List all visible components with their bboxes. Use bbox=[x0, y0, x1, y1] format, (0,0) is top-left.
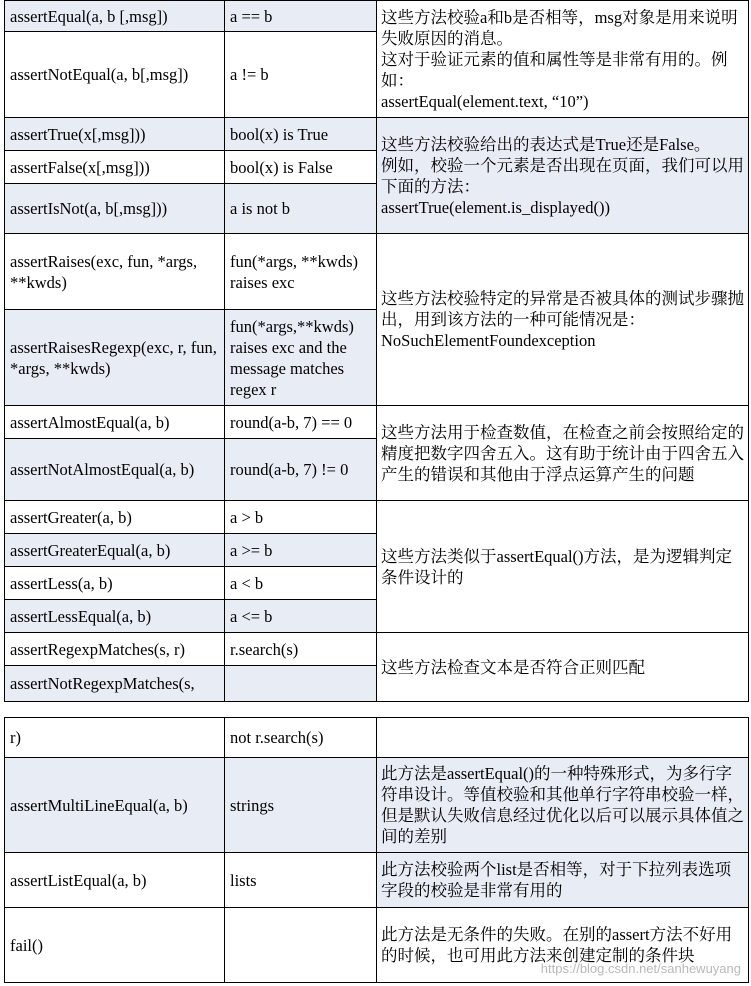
description-text: 这些方法校验给出的表达式是True还是False。 例如，校验一个元素是否出现在页面，我们可以用下面的方法： assertTrue(element.is_displayed()) bbox=[381, 134, 744, 217]
check-cell: round(a-b, 7) == 0 bbox=[225, 406, 377, 439]
table-row bbox=[5, 853, 749, 908]
table-row bbox=[5, 718, 749, 758]
description-text: 这些方法检查文本是否符合正则匹配 bbox=[381, 657, 645, 677]
table-row bbox=[5, 501, 749, 534]
method-cell: assertNotAlmostEqual(a, b) bbox=[5, 439, 225, 501]
table-row bbox=[5, 406, 749, 439]
description-cell bbox=[377, 118, 749, 234]
table-row bbox=[5, 118, 749, 151]
table-row bbox=[5, 1, 749, 32]
method-cell: assertAlmostEqual(a, b) bbox=[5, 406, 225, 439]
check-cell: a != b bbox=[225, 32, 377, 118]
description-cell bbox=[377, 718, 749, 758]
description-text: 这些方法校验特定的异常是否被具体的测试步骤抛出，用到该方法的一种可能情况是：NoSuchElementFoundexception bbox=[381, 289, 744, 350]
description-cell bbox=[377, 234, 749, 406]
method-cell: assertFalse(x[,msg])) bbox=[5, 151, 225, 184]
method-cell: assertGreater(a, b) bbox=[5, 501, 225, 534]
method-cell: assertLess(a, b) bbox=[5, 567, 225, 600]
method-cell: assertTrue(x[,msg])) bbox=[5, 118, 225, 151]
method-cell: assertRaises(exc, fun, *args, **kwds) bbox=[5, 234, 225, 310]
check-cell: fun(*args, **kwds) raises exc bbox=[225, 234, 377, 310]
table-row bbox=[5, 633, 749, 666]
description-text: 这些方法用于检查数值，在检查之前会按照给定的精度把数字四舍五入。这有助于统计由于四舍五入产生的错误和其他由于浮点运算产生的问题 bbox=[381, 422, 744, 484]
table-row bbox=[5, 234, 749, 310]
check-cell: strings bbox=[225, 758, 377, 853]
method-cell: assertNotEqual(a, b[,msg]) bbox=[5, 32, 225, 118]
table-row bbox=[5, 758, 749, 853]
check-cell: a < b bbox=[225, 567, 377, 600]
check-cell: bool(x) is True bbox=[225, 118, 377, 151]
method-cell: assertIsNot(a, b[,msg])) bbox=[5, 184, 225, 234]
description-cell: 此方法是assertEqual()的一种特殊形式，为多行字符串设计。等值校验和其他单行字符串校验一样，但是默认失败信息经过优化以后可以展示具体值之间的差别 bbox=[377, 758, 749, 853]
check-cell: a > b bbox=[225, 501, 377, 534]
description-cell bbox=[377, 633, 749, 702]
method-cell: assertListEqual(a, b) bbox=[5, 853, 225, 908]
method-cell: fail() bbox=[5, 908, 225, 983]
check-cell: a <= b bbox=[225, 600, 377, 633]
check-cell: fun(*args,**kwds) raises exc and the message matches regex r bbox=[225, 310, 377, 406]
check-cell bbox=[225, 908, 377, 983]
description-cell bbox=[377, 1, 749, 118]
method-cell: assertNotRegexpMatches(s, bbox=[5, 666, 225, 702]
method-cell: assertEqual(a, b [,msg]) bbox=[5, 1, 225, 32]
check-cell: round(a-b, 7) != 0 bbox=[225, 439, 377, 501]
method-cell: assertLessEqual(a, b) bbox=[5, 600, 225, 633]
check-cell: bool(x) is False bbox=[225, 151, 377, 184]
description-cell: 此方法校验两个list是否相等，对于下拉列表选项字段的校验是非常有用的 bbox=[377, 853, 749, 908]
method-cell: r) bbox=[5, 718, 225, 758]
check-cell: lists bbox=[225, 853, 377, 908]
check-cell: a == b bbox=[225, 1, 377, 32]
method-cell: assertGreaterEqual(a, b) bbox=[5, 534, 225, 567]
description-cell bbox=[377, 501, 749, 633]
method-cell: assertRaisesRegexp(exc, r, fun, *args, **kwds) bbox=[5, 310, 225, 406]
description-cell: 此方法是无条件的失败。在别的assert方法不好用的时候，也可用此方法来创建定制的条件块 bbox=[377, 908, 749, 983]
page-break-gap bbox=[0, 703, 751, 717]
assert-methods-table-part1 bbox=[4, 0, 749, 702]
description-cell bbox=[377, 406, 749, 501]
watermark-text: https://blog.csdn.net/sanhewuyang bbox=[540, 961, 741, 976]
description-text: 这些方法类似于assertEqual()方法，是为逻辑判定条件设计的 bbox=[381, 546, 733, 587]
check-cell: a is not b bbox=[225, 184, 377, 234]
method-cell: assertRegexpMatches(s, r) bbox=[5, 633, 225, 666]
description-text: 这些方法校验a和b是否相等，msg对象是用来说明失败原因的消息。 这对于验证元素的值和属性等是非常有用的。例如： assertEqual(element.text, “10”) bbox=[381, 7, 738, 111]
assert-methods-table-part2 bbox=[4, 717, 749, 983]
method-cell: assertMultiLineEqual(a, b) bbox=[5, 758, 225, 853]
check-cell: r.search(s) bbox=[225, 633, 377, 666]
check-cell: a >= b bbox=[225, 534, 377, 567]
check-cell: not r.search(s) bbox=[225, 718, 377, 758]
check-cell bbox=[225, 666, 377, 702]
